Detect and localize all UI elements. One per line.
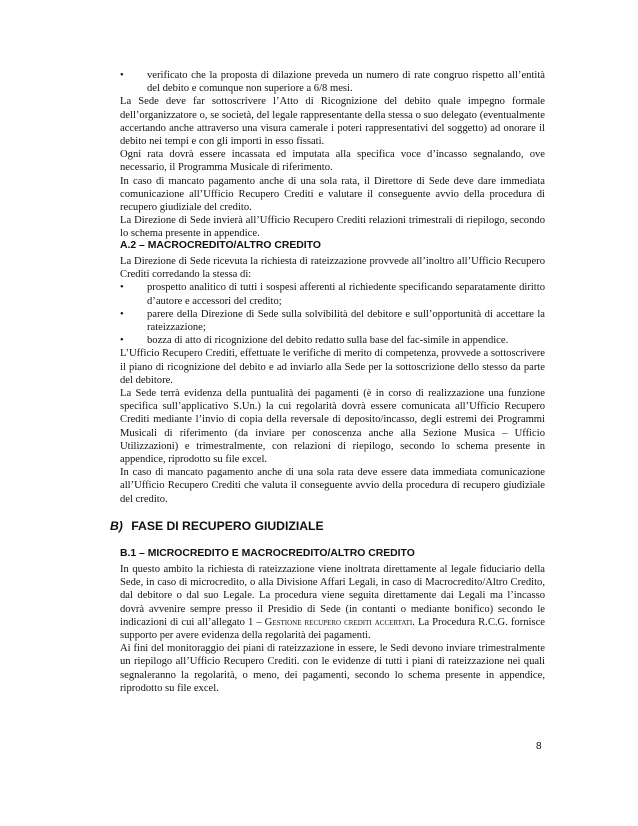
top-section <box>120 69 545 241</box>
paragraph: La Direzione di Sede ricevuta la richiesta di rateizzazione provvede all’inoltro all’Ufficio Recupero Crediti corredando la stessa di: <box>120 256 545 281</box>
annex-reference: Gestione recupero crediti accertati <box>264 616 413 628</box>
bullet-item <box>120 308 545 334</box>
paragraph: La Direzione di Sede invierà all’Ufficio Recupero Crediti relazioni trimestrali di riepilogo, secondo lo schema presente in appendice. <box>120 215 545 240</box>
section-a2-body <box>120 255 545 506</box>
paragraph-text: In questo ambito la richiesta di rateizzazione viene inoltrata direttamente al legale fiduciario della Sede, in caso di microcredito, o alla Divisione Affari Legali, in caso di Macrocredito/Altro Credito, dal debitore o dal suo Legale. La procedura viene seguita direttamente dai Legali ma l’incasso dovrà avvenire sempre presso il Presidio di Sede (in contanti o mediante bonifico) secondo le indicazioni di cui all’allegato 1 – <box>120 564 545 628</box>
page-number: 8 <box>536 741 542 752</box>
bullet-text: verificato che la proposta di dilazione preveda un numero di rate congruo rispetto all’entità del debito e comunque non superiore a 6/8 mesi. <box>147 70 545 95</box>
section-a2-heading: A.2 – MACROCREDITO/ALTRO CREDITO <box>120 240 321 251</box>
bullet-glyph: • <box>120 308 124 320</box>
section-b1-heading: B.1 – MICROCREDITO E MACROCREDITO/ALTRO CREDITO <box>120 548 415 559</box>
section-b1 <box>120 548 545 559</box>
bullet-item <box>120 334 545 347</box>
bullet-text: parere della Direzione di Sede sulla solvibilità del debitore e sull’opportunità di accettare la rateizzazione; <box>147 308 545 334</box>
paragraph: Ai fini del monitoraggio dei piani di rateizzazione in essere, le Sedi devono inviare trimestralmente un riepilogo all’Ufficio Recupero Crediti. con le evidenze di tutti i piani di rateizzazione nei quali segnaleranno la regolarità, o meno, dei pagamenti, secondo lo schema presente in appendice, riprodotto su file excel. <box>120 643 545 694</box>
bullet-text: bozza di atto di ricognizione del debito redatto sulla base del fac-simile in appendice. <box>147 335 509 347</box>
paragraph: In caso di mancato pagamento anche di una sola rata deve essere data immediata comunicazione all’Ufficio Recupero Crediti che valuta il conseguente avvio della procedura di recupero giudiziale del credito. <box>120 467 545 505</box>
bullet-glyph: • <box>120 335 124 347</box>
section-b-heading <box>110 519 324 533</box>
paragraph-text: . La Procedura R.C.G. fornisce supporto per avere evidenza della regolarità dei pagamenti. <box>120 616 545 642</box>
section-a2 <box>120 240 545 251</box>
paragraph: La Sede deve far sottoscrivere l’Atto di Ricognizione del debito quale impegno formale dell’organizzatore o, se società, del legale rappresentante della stessa o suo delegato (eventualmente accertando anche attraverso una visura camerale i poteri rappresentativi del soggetto) ad onorare il debito nei tempi e con gli importi in esso fissati. <box>120 96 545 148</box>
section-b-title: FASE DI RECUPERO GIUDIZIALE <box>131 519 324 533</box>
paragraph: In caso di mancato pagamento anche di una sola rata, il Direttore di Sede deve dare immediata comunicazione all’Ufficio Recupero Crediti e valutare il conseguente avvio della procedura di recupero giudiziale del credito. <box>120 175 545 214</box>
bullet-glyph: • <box>120 282 124 294</box>
bullet-item <box>120 281 545 307</box>
section-b1-body <box>120 563 545 695</box>
bullet-item <box>120 69 545 95</box>
paragraph: Ogni rata dovrà essere incassata ed imputata alla specifica voce d’incasso segnalando, ove necessario, il Programma Musicale di riferimento. <box>120 149 545 174</box>
paragraph: L’Ufficio Recupero Crediti, effettuate le verifiche di merito di competenza, provvede a sottoscrivere il piano di ricognizione del debito e ad inviarlo alla Sede per la sottoscrizione dello stesso da parte del debitore. <box>120 348 545 386</box>
bullet-glyph: • <box>120 70 124 81</box>
section-b-letter: B) <box>110 519 123 533</box>
bullet-text: prospetto analitico di tutti i sospesi afferenti al richiedente specificando separatamente diritto d’autore e accessori del credito; <box>147 282 545 307</box>
paragraph: La Sede terrà evidenza della puntualità dei pagamenti (è in corso di realizzazione una funzione specifica sull’applicativo S.Un.) la cui regolarità dovrà essere comunicata all’Ufficio Recupero Crediti mediante l’invio di copia della reversale di deposito/incasso, degli estremi dei Programmi Musicali di riferimento (da inviare per conoscenza anche alla Sezione Musica – Ufficio Utilizzazioni) e trimestralmente, con relazioni di riepilogo, secondo lo schema presente in appendice, riprodotto su file excel. <box>120 388 545 466</box>
paragraph <box>120 563 545 642</box>
